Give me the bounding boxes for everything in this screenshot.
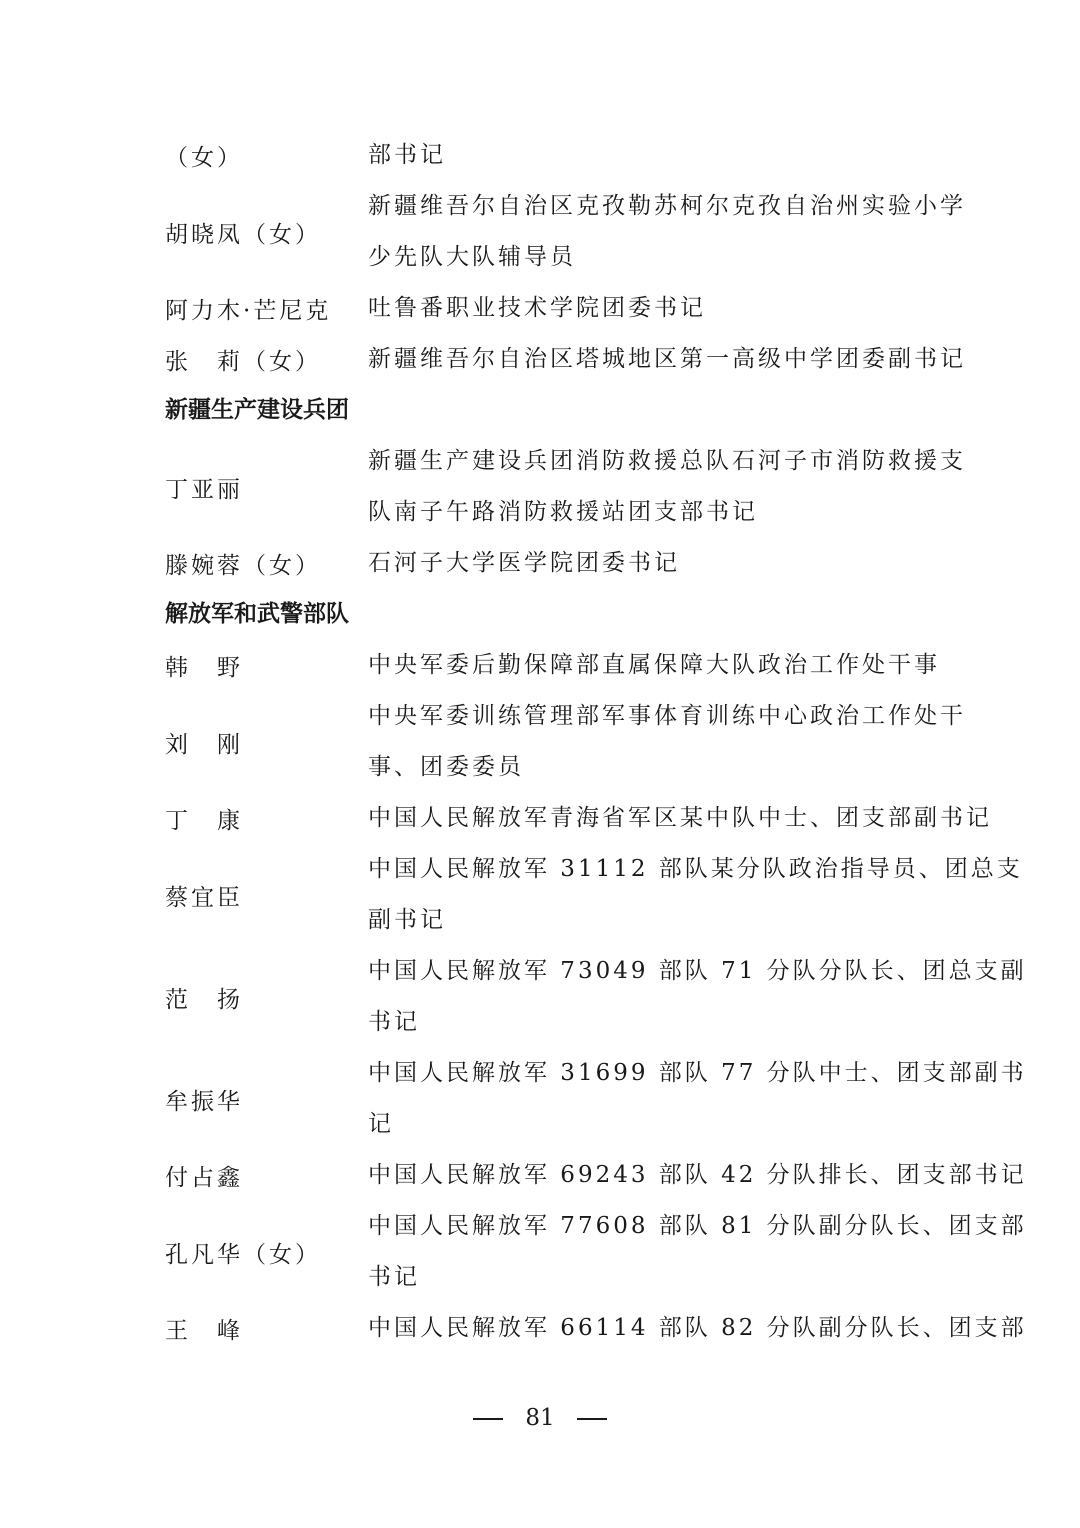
entry-description — [368, 1048, 1027, 1150]
entries-bingtuan — [165, 436, 975, 589]
entry-description-line: 队南子午路消防救援站团支部书记 — [368, 499, 758, 525]
entry-name: 韩 野 — [165, 655, 243, 681]
entry-description-line: 中央军委后勤保障部直属保障大队政治工作处干事 — [368, 652, 940, 678]
entry-description-line: 吐鲁番职业技术学院团委书记 — [368, 295, 706, 321]
page-footer — [0, 1400, 1080, 1436]
section-heading-bingtuan: 新疆生产建设兵团 — [165, 397, 349, 423]
entry-name: （女） — [165, 145, 243, 171]
entry-name: 付占鑫 — [165, 1165, 243, 1191]
entry-description — [368, 130, 975, 181]
list-entry — [165, 283, 975, 334]
entry-name: 刘 刚 — [165, 731, 243, 758]
entry-description-line: 新疆生产建设兵团消防救援总队石河子市消防救援支 — [368, 448, 966, 474]
list-entry — [165, 946, 1027, 1048]
entry-name: 牟振华 — [165, 1088, 243, 1115]
list-entry — [165, 130, 975, 181]
entry-description-line: 中国人民解放军 69243 部队 42 分队排长、团支部书记 — [368, 1162, 1027, 1188]
list-entry — [165, 640, 975, 691]
entry-description — [368, 538, 975, 589]
list-entry — [165, 793, 992, 844]
entry-name: 张 莉（女） — [165, 349, 321, 375]
entry-name: 丁 康 — [165, 808, 243, 834]
entry-description — [368, 436, 975, 538]
entry-description — [368, 844, 1023, 946]
entry-name: 王 峰 — [165, 1318, 243, 1344]
list-entry — [165, 1048, 1027, 1150]
entry-description-line: 记 — [368, 1111, 394, 1137]
entry-description — [368, 283, 975, 334]
entry-description — [368, 1150, 1027, 1201]
entry-description — [368, 640, 975, 691]
list-entry — [165, 844, 1023, 946]
footer-dash-left — [473, 1418, 503, 1420]
entry-description — [368, 793, 992, 844]
entry-name: 孔凡华（女） — [165, 1241, 321, 1268]
entry-description-line: 中国人民解放军 77608 部队 81 分队副分队长、团支部 — [368, 1213, 1027, 1239]
entry-description-line: 中国人民解放军 73049 部队 71 分队分队长、团总支副 — [368, 958, 1027, 984]
entry-description-line: 事、团委委员 — [368, 754, 524, 780]
entry-name: 滕婉蓉（女） — [165, 553, 321, 579]
footer-dash-right — [577, 1418, 607, 1420]
list-entry — [165, 334, 975, 385]
entry-name: 蔡宜臣 — [165, 884, 243, 911]
section-heading-army: 解放军和武警部队 — [165, 601, 349, 627]
list-entry — [165, 1150, 1027, 1201]
entry-description-line: 新疆维吾尔自治区克孜勒苏柯尔克孜自治州实验小学 — [368, 193, 966, 219]
list-entry — [165, 538, 975, 589]
name-list — [165, 130, 1027, 1354]
entry-description-line: 书记 — [368, 1264, 420, 1290]
entry-name: 范 扬 — [165, 986, 243, 1013]
entry-name: 丁亚丽 — [165, 476, 243, 503]
list-entry — [165, 1303, 1027, 1354]
list-entry — [165, 691, 975, 793]
entry-description-line: 书记 — [368, 1009, 420, 1035]
entry-description — [368, 946, 1027, 1048]
entries-army — [165, 640, 1027, 1354]
entry-description-line: 副书记 — [368, 907, 446, 933]
entry-description — [368, 181, 975, 283]
entry-description-line: 中国人民解放军 31112 部队某分队政治指导员、团总支 — [368, 856, 1023, 882]
entry-description-line: 部书记 — [368, 142, 446, 168]
list-entry — [165, 181, 975, 283]
entry-description-line: 石河子大学医学院团委书记 — [368, 550, 680, 576]
entry-description — [368, 691, 975, 793]
page-number: 81 — [525, 1405, 555, 1431]
entry-description — [368, 334, 975, 385]
entry-description-line: 中国人民解放军 31699 部队 77 分队中士、团支部副书 — [368, 1060, 1027, 1086]
entry-description — [368, 1201, 1027, 1303]
list-entry — [165, 1201, 1027, 1303]
entry-description-line: 新疆维吾尔自治区塔城地区第一高级中学团委副书记 — [368, 346, 966, 372]
entry-description-line: 中央军委训练管理部军事体育训练中心政治工作处干 — [368, 703, 966, 729]
entry-description — [368, 1303, 1027, 1354]
entry-description-line: 中国人民解放军青海省军区某中队中士、团支部副书记 — [368, 805, 992, 831]
entry-name: 阿力木·芒尼克 — [165, 298, 332, 324]
entry-name: 胡晓凤（女） — [165, 221, 321, 248]
entry-description-line: 少先队大队辅导员 — [368, 244, 576, 270]
list-entry — [165, 436, 975, 538]
entries-part1 — [165, 130, 975, 385]
entry-description-line: 中国人民解放军 66114 部队 82 分队副分队长、团支部 — [368, 1315, 1027, 1341]
